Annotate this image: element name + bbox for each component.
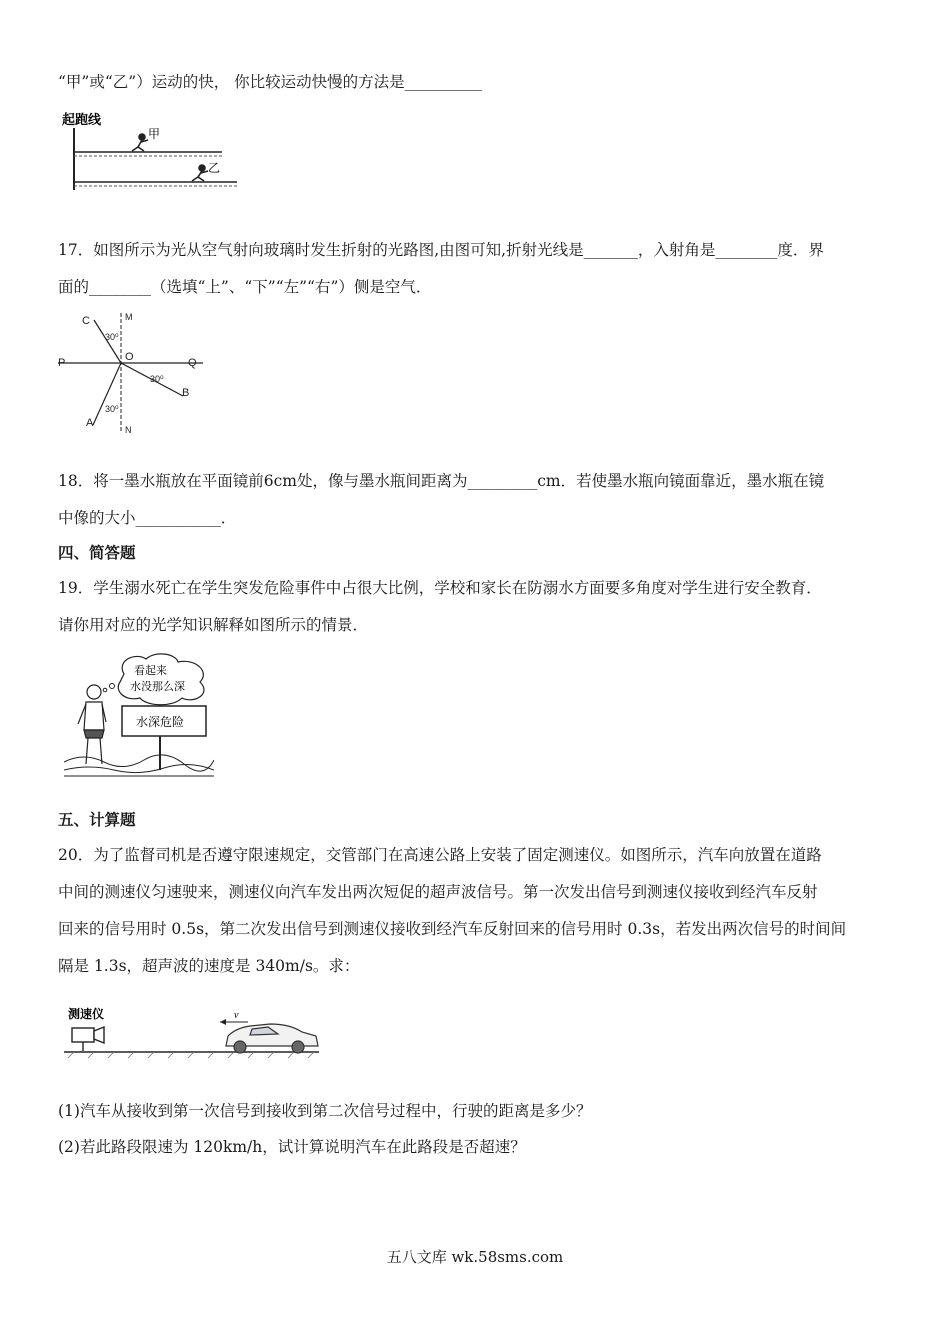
label-o: O <box>125 351 134 363</box>
label-p: P <box>58 357 66 369</box>
label-a: A <box>86 417 94 429</box>
label-c: C <box>82 315 90 327</box>
refraction-diagram <box>58 308 208 438</box>
q20-line4: 隔是 1.3s，超声波的速度是 340m/s。求： <box>58 957 360 975</box>
q17-line2: 面的________（选填“上”、“下”“左”“右”）侧是空气． <box>58 278 432 296</box>
q20-sub1: (1)汽车从接收到第一次信号到接收到第二次信号过程中，行驶的距离是多少？ <box>58 1102 592 1120</box>
runner-b-icon <box>192 165 208 181</box>
angle-label-1: 30⁰ <box>105 332 119 342</box>
start-line-label: 起跑线 <box>62 112 102 127</box>
footer-watermark: 五八文库 wk.58sms.com <box>386 1248 564 1266</box>
bubble-text-2: 水没那么深 <box>130 681 185 693</box>
angle-label-2: 30⁰ <box>150 374 164 384</box>
speed-camera-figure <box>64 1004 326 1060</box>
label-m: M <box>125 312 133 322</box>
race-figure <box>62 110 242 192</box>
q20-sub2: (2)若此路段限速为 120km/h，试计算说明汽车在此路段是否超速？ <box>58 1138 526 1156</box>
q18-line1: 18．将一墨水瓶放在平面镜前6cm处，像与墨水瓶间距离为_________cm．若使墨水瓶向镜面靠近，墨水瓶在镜 <box>58 472 825 490</box>
angle-label-3: 30⁰ <box>105 404 119 414</box>
q16-text: “甲”或“乙”）运动的快， 你比较运动快慢的方法是__________ <box>58 73 483 91</box>
runner-a-icon <box>132 134 148 151</box>
boy-icon <box>78 685 106 764</box>
q18-line2: 中像的大小___________． <box>58 509 237 527</box>
section-4-title: 四、简答题 <box>58 543 136 562</box>
runner-b-label: 乙 <box>208 161 221 175</box>
arrow-left-icon <box>220 1019 226 1025</box>
q19-line1: 19．学生溺水死亡在学生突发危险事件中占很大比例，学校和家长在防溺水方面要多角度对学生进行安全教育． <box>58 579 822 597</box>
thought-bubble-icon <box>118 654 204 705</box>
section-5-title: 五、计算题 <box>58 810 136 829</box>
q19-line2: 请你用对应的光学知识解释如图所示的情景． <box>58 616 369 634</box>
device-label: 测速仪 <box>68 1007 105 1021</box>
label-q: Q <box>188 357 197 369</box>
label-n: N <box>125 425 132 435</box>
car-icon <box>226 1024 318 1053</box>
bubble-text-1: 看起来 <box>134 665 167 677</box>
q20-line1: 20．为了监督司机是否遵守限速规定，交管部门在高速公路上安装了固定测速仪。如图所示，汽车向放置在道路 <box>58 846 822 864</box>
runner-a-label: 甲 <box>148 127 161 141</box>
velocity-label: v <box>234 1010 239 1021</box>
drowning-warning-figure <box>64 652 214 777</box>
label-b: B <box>182 387 190 399</box>
sign-text: 水深危险 <box>136 715 185 729</box>
q17-line1: 17．如图所示为光从空气射向玻璃时发生折射的光路图,由图可知,折射光线是_______，入射角是________度．界 <box>58 241 824 259</box>
q20-line2: 中间的测速仪匀速驶来，测速仪向汽车发出两次短促的超声波信号。第一次发出信号到测速仪接收到经汽车反射 <box>58 883 818 901</box>
speed-camera-icon <box>72 1027 104 1051</box>
q20-line3: 回来的信号用时 0.5s，第二次发出信号到测速仪接收到经汽车反射回来的信号用时 0.3s，若发出两次信号的时间间 <box>58 920 847 938</box>
